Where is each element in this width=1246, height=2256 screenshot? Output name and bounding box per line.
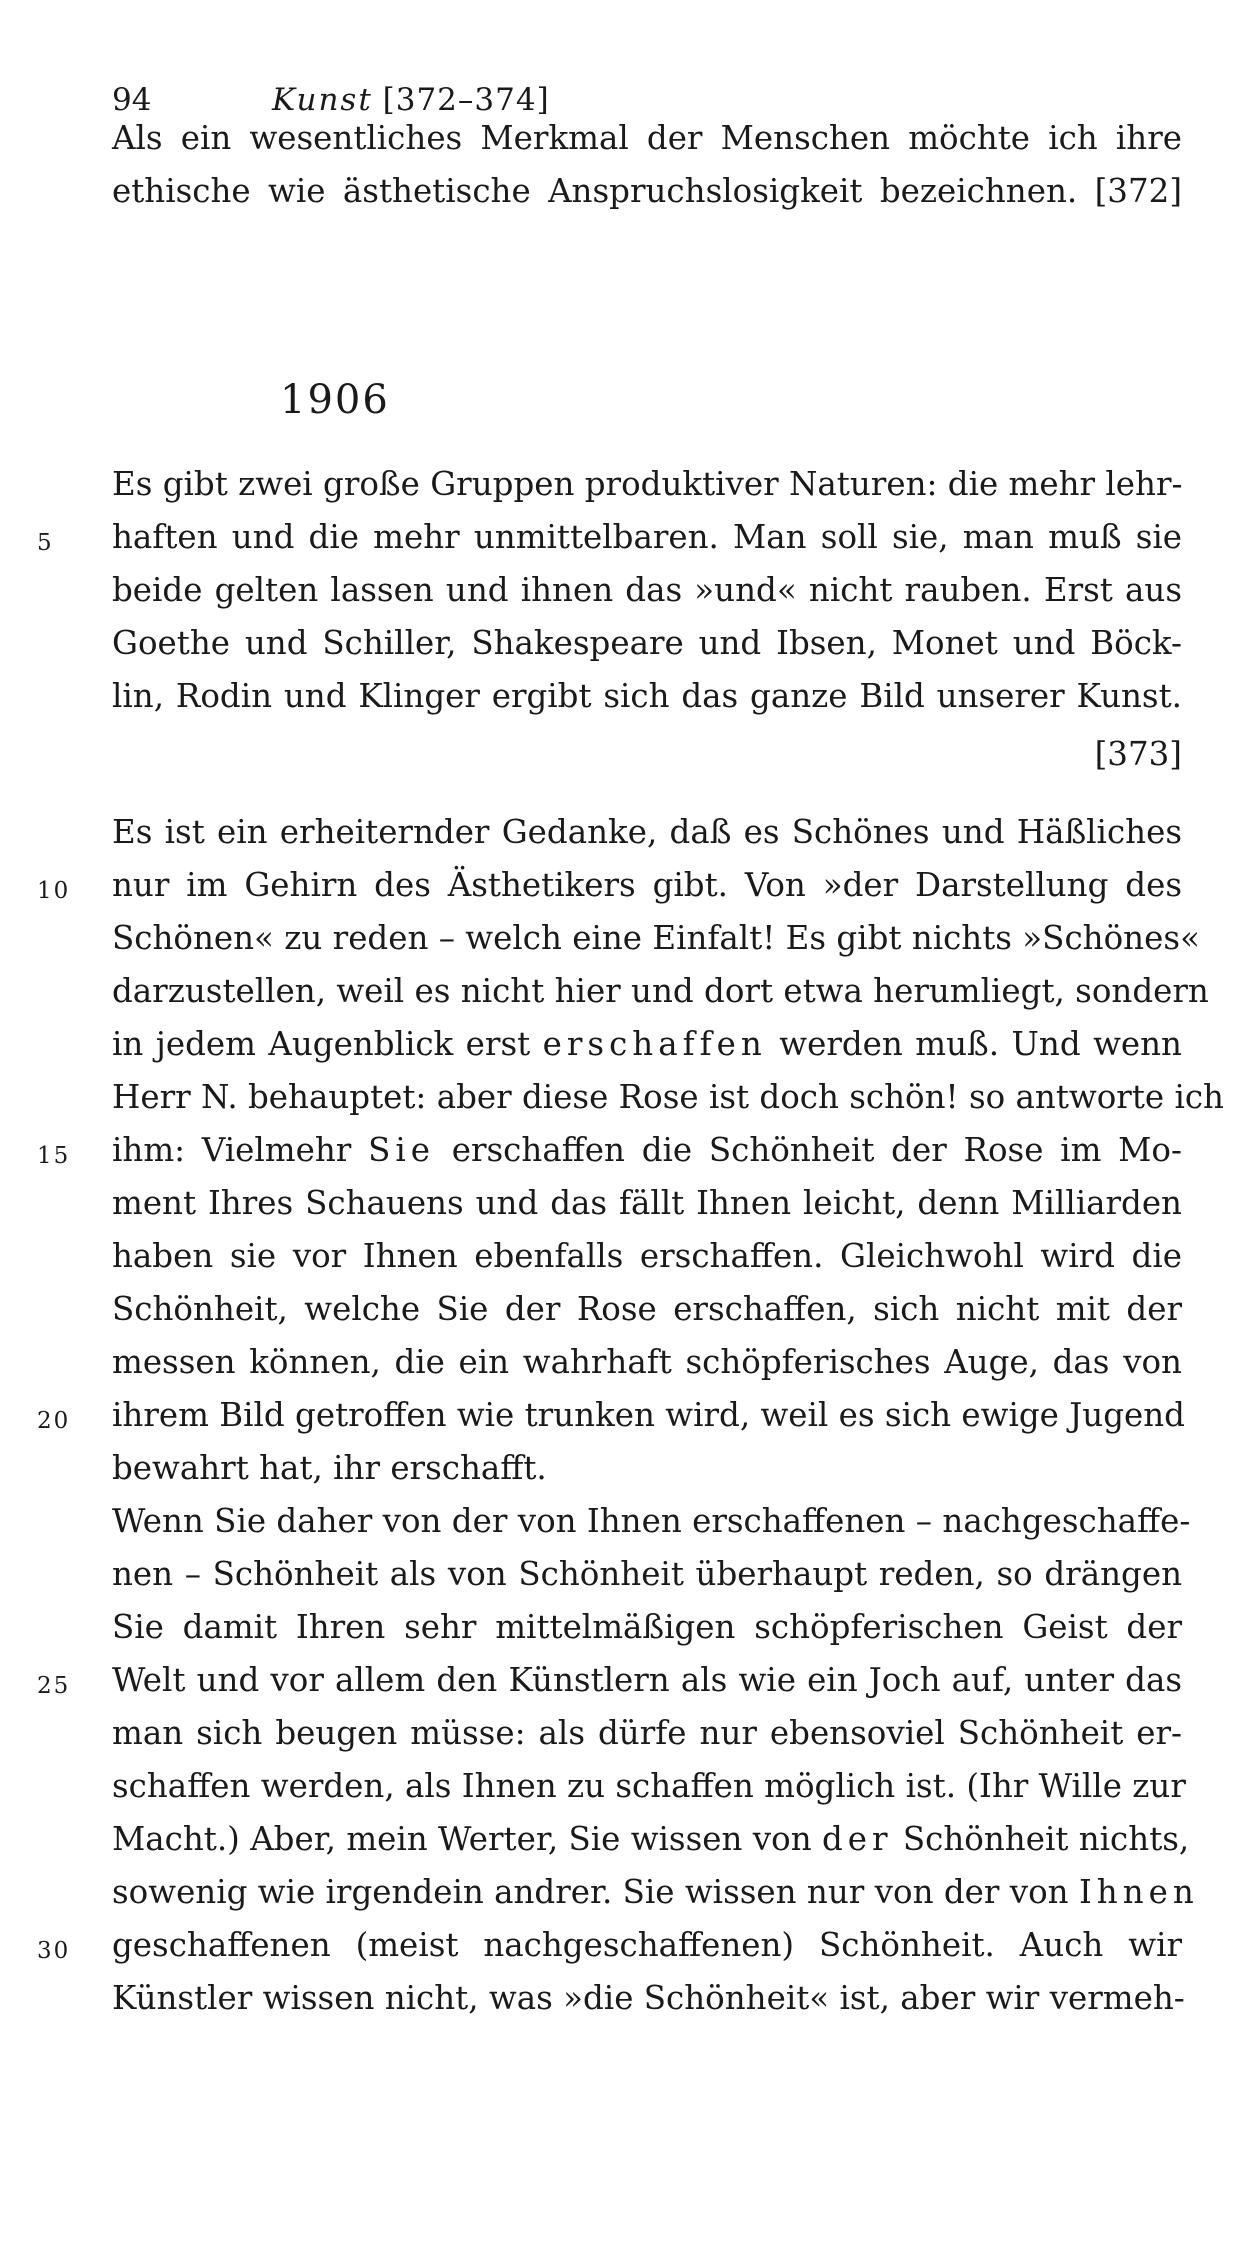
text-line: Es gibt zwei große Gruppen produktiver Naturen: die mehr lehr-	[112, 465, 1183, 503]
text-line: Schönheit, welche Sie der Rose erschaffen, sich nicht mit der	[112, 1290, 1182, 1328]
emphasis-spaced: Sie	[368, 1131, 435, 1169]
page-number: 94	[112, 82, 152, 118]
text-line	[37, 1919, 1182, 1972]
text-line-content: Welt und vor allem den Künstlern als wie ein Joch auf, unter das	[112, 1661, 1182, 1699]
text-line-content: haften und die mehr unmittelbaren. Man soll sie, man muß sie	[112, 518, 1182, 556]
text-line: Wenn Sie daher von der von Ihnen erschaffenen – nachgeschaffe-	[112, 1502, 1191, 1540]
text-segment: werden muß. Und wenn	[779, 1025, 1182, 1063]
text-segment: Macht.) Aber, mein Werter, Sie wissen von	[112, 1820, 812, 1858]
text-line: messen können, die ein wahrhaft schöpferisches Auge, das von	[112, 1343, 1182, 1381]
line-number: 15	[37, 1143, 71, 1169]
text-line: Schönen« zu reden – welch eine Einfalt! Es gibt nichts »Schönes«	[112, 919, 1200, 957]
text-line-content: nur im Gehirn des Ästhetikers gibt. Von »der Darstellung des	[112, 866, 1182, 904]
text-line: schaffen werden, als Ihnen zu schaffen möglich ist. (Ihr Wille zur	[112, 1767, 1186, 1805]
entry-marker: [373]	[1094, 735, 1182, 773]
text-line: beide gelten lassen und ihnen das »und« nicht rauben. Erst aus	[112, 571, 1182, 609]
text-segment: sowenig wie irgendein andrer. Sie wissen nur von der von	[112, 1873, 1069, 1911]
text-line: Herr N. behauptet: aber diese Rose ist doch schön! so antworte ich	[112, 1078, 1224, 1116]
text-line	[37, 1124, 1182, 1177]
text-line: Sie damit Ihren sehr mittelmäßigen schöpferischen Geist der	[112, 1608, 1182, 1646]
text-line-content: geschaffenen (meist nachgeschaffenen) Schönheit. Auch wir	[112, 1926, 1182, 1964]
text-line: Es ist ein erheiternder Gedanke, daß es Schönes und Häßliches	[112, 813, 1182, 851]
emphasis-spaced: Ihnen	[1078, 1873, 1199, 1911]
text-line: Als ein wesentliches Merkmal der Menschen möchte ich ihre	[112, 119, 1182, 157]
text-line: ment Ihres Schauens und das fällt Ihnen leicht, denn Milliarden	[112, 1184, 1182, 1222]
text-line: nen – Schönheit als von Schönheit überhaupt reden, so drängen	[112, 1555, 1182, 1593]
running-title: Kunst	[272, 82, 373, 118]
year-heading: 1906	[280, 377, 390, 423]
text-line	[37, 511, 1182, 564]
text-line: ethische wie ästhetische Anspruchslosigkeit bezeichnen. [372]	[112, 172, 1182, 210]
text-segment: erschaffen die Schönheit der Rose im Mo-	[451, 1131, 1182, 1169]
text-line: Künstler wissen nicht, was »die Schönheit« ist, aber wir vermeh-	[112, 1979, 1185, 2017]
text-line	[112, 1813, 1190, 1866]
text-line-content: ihrem Bild getroffen wie trunken wird, weil es sich ewige Jugend	[112, 1396, 1185, 1434]
text-line: Goethe und Schiller, Shakespeare und Ibsen, Monet und Böck-	[112, 624, 1182, 662]
line-number: 10	[37, 878, 71, 904]
emphasis-spaced: der	[821, 1820, 893, 1858]
emphasis-spaced: erschaffen	[542, 1025, 767, 1063]
text-line: haben sie vor Ihnen ebenfalls erschaffen. Gleichwohl wird die	[112, 1237, 1182, 1275]
text-line: bewahrt hat, ihr erschafft.	[112, 1449, 547, 1487]
text-line: lin, Rodin und Klinger ergibt sich das ganze Bild unserer Kunst.	[112, 677, 1182, 715]
line-number: 30	[37, 1938, 71, 1964]
text-line: darzustellen, weil es nicht hier und dort etwa herumliegt, sondern	[112, 972, 1209, 1010]
line-number: 20	[37, 1408, 71, 1434]
line-number: 25	[37, 1673, 71, 1699]
text-line	[112, 1018, 1182, 1071]
line-number: 5	[37, 530, 54, 556]
text-segment: ihm: Vielmehr	[112, 1131, 352, 1169]
text-line: man sich beugen müsse: als dürfe nur ebensoviel Schönheit er-	[112, 1714, 1182, 1752]
text-segment: in jedem Augenblick erst	[112, 1025, 531, 1063]
text-line	[37, 1654, 1182, 1707]
entry-range: [372–374]	[382, 82, 550, 118]
text-line	[112, 1866, 1199, 1919]
text-line	[37, 1389, 1185, 1442]
text-line	[37, 859, 1182, 912]
text-segment: Schönheit nichts,	[902, 1820, 1190, 1858]
